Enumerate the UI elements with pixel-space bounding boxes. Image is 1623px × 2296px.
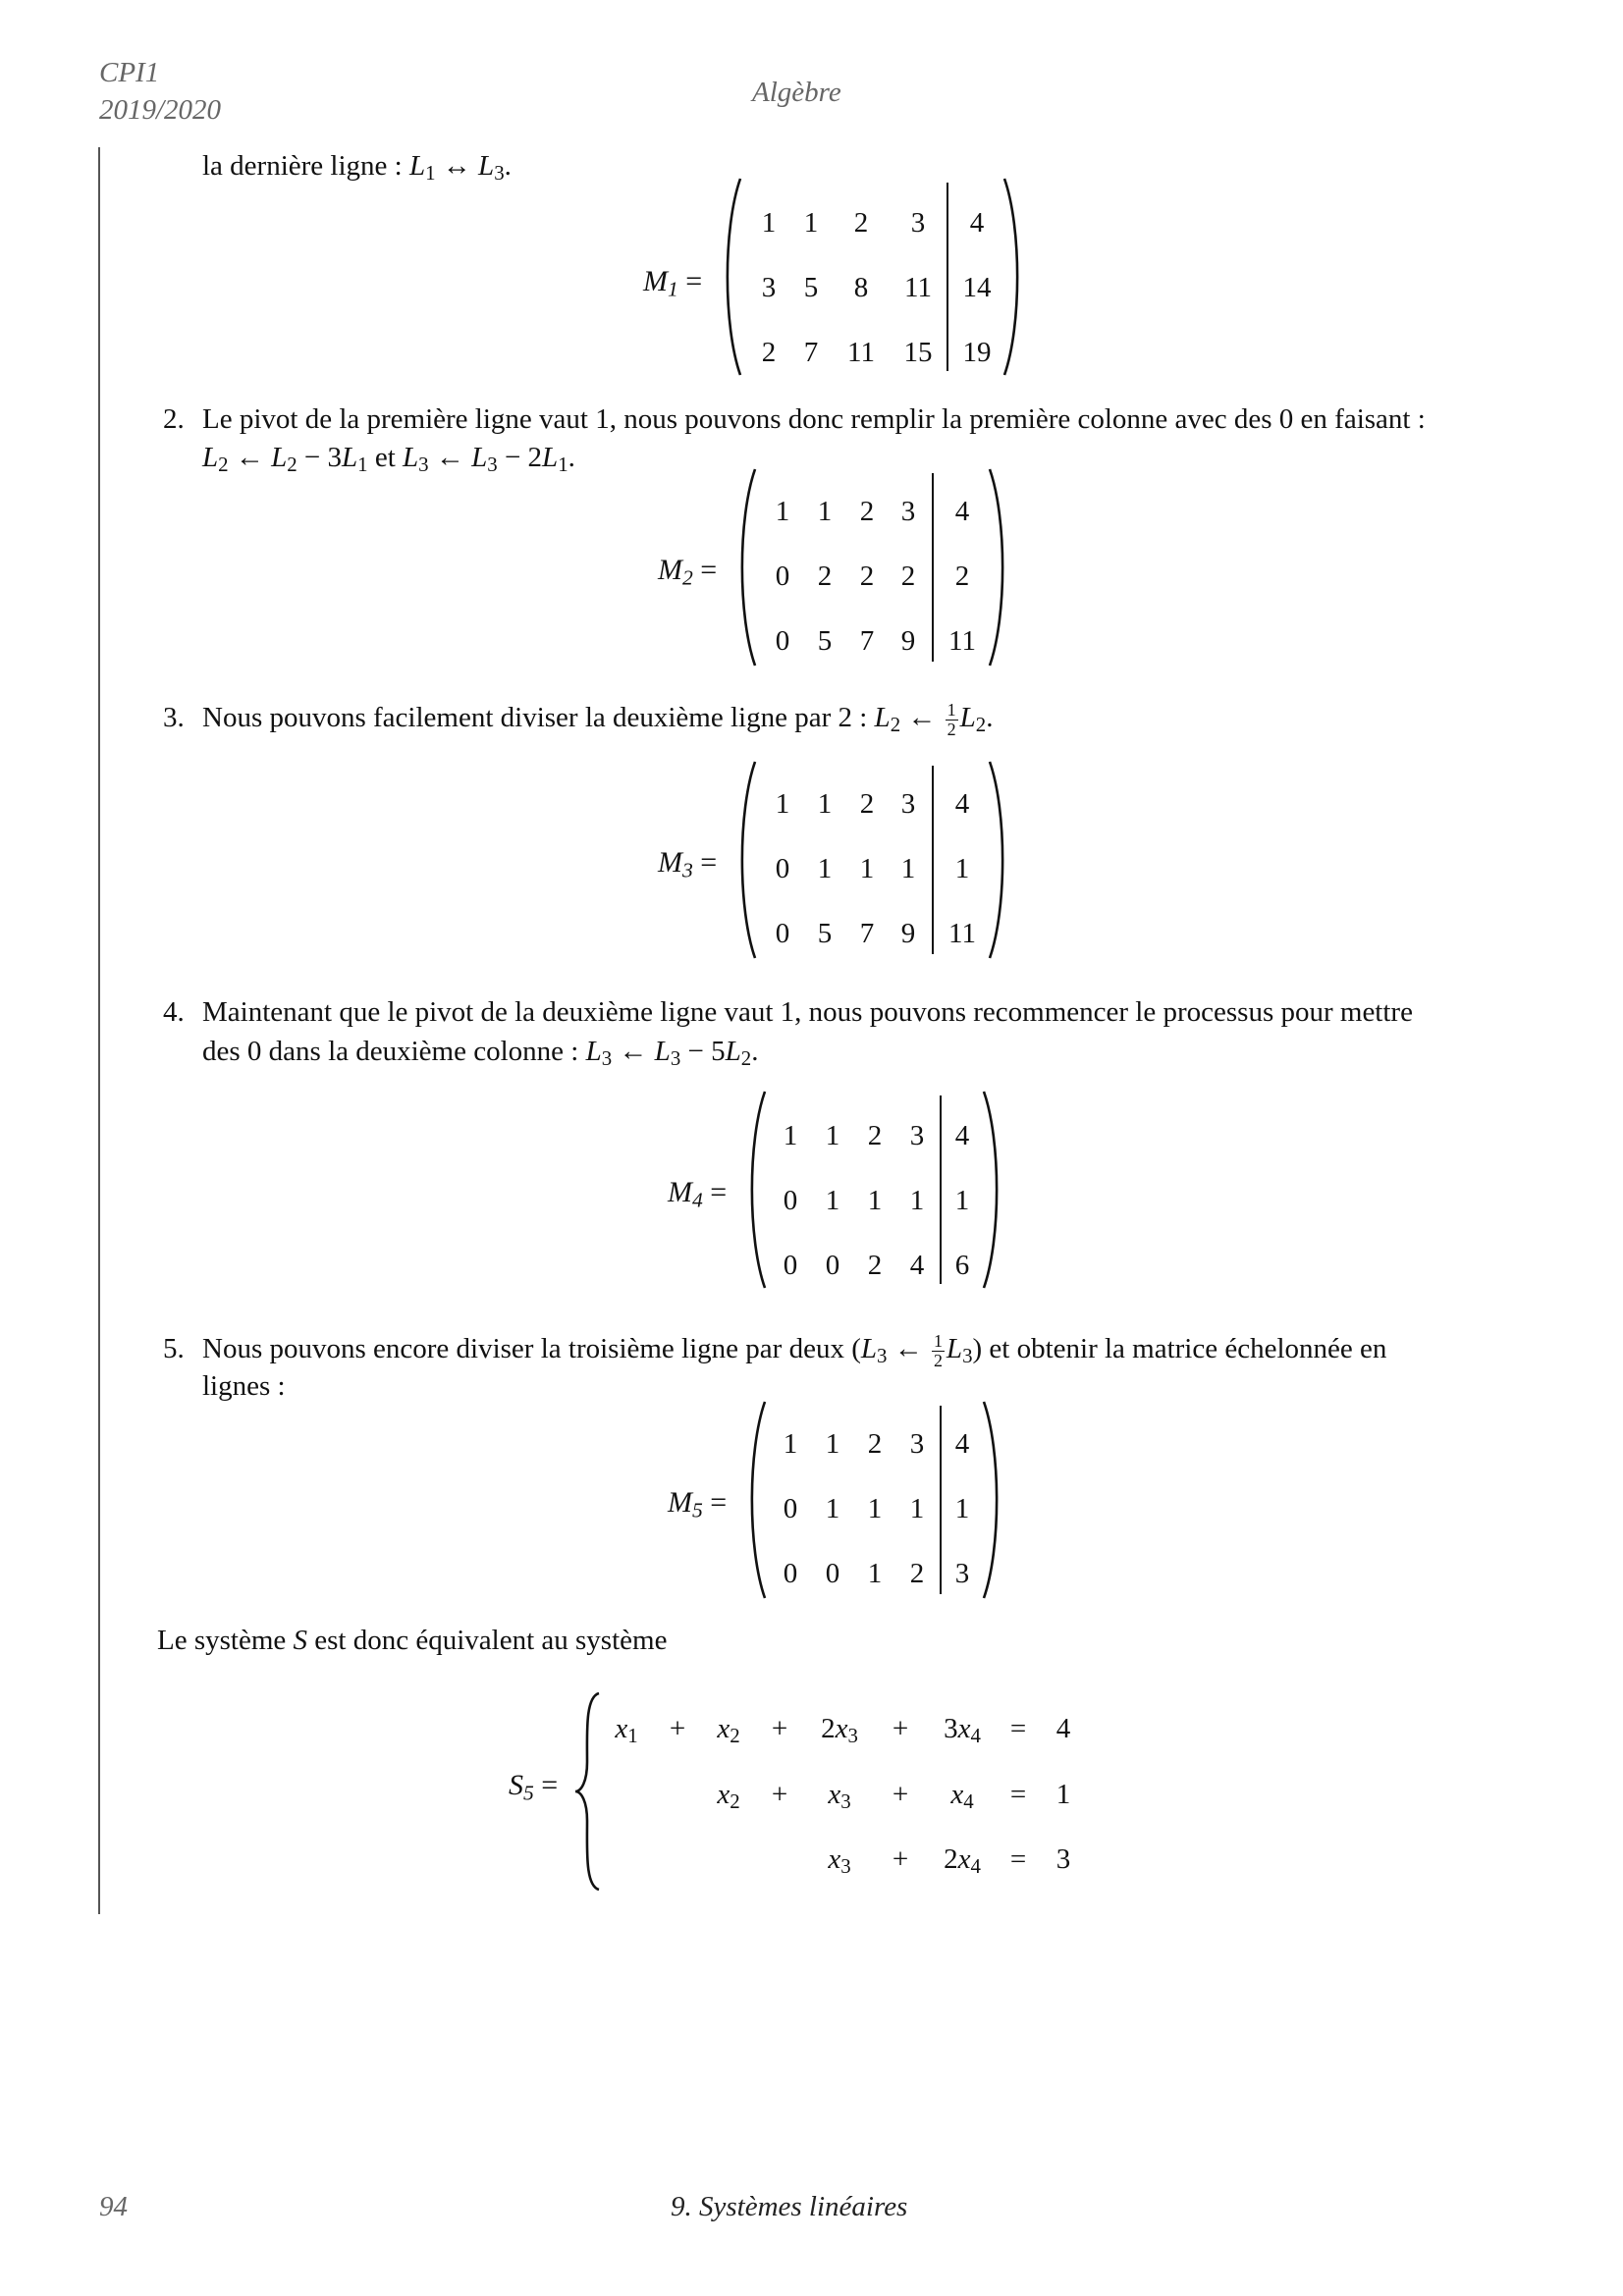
- matrix-3-cell: 11: [948, 918, 976, 949]
- matrix-3-left-paren: [742, 762, 755, 958]
- matrix-5-cell: 3: [954, 1558, 970, 1589]
- matrix-1-cell: 3: [910, 207, 926, 239]
- matrix-3-cell: 4: [954, 788, 970, 820]
- matrix-5-cell: 2: [867, 1428, 883, 1460]
- footer-chapter: 9. Systèmes linéaires: [671, 2191, 908, 2222]
- matrix-3-label: $M_3$ =: [658, 846, 718, 882]
- matrix-2-cell: 2: [859, 496, 875, 527]
- matrix-1-cell: 19: [962, 337, 992, 368]
- system-term: +: [771, 1779, 788, 1810]
- system-term: +: [771, 1713, 788, 1744]
- system-term: 1: [1055, 1779, 1071, 1810]
- matrix-3-cell: 5: [817, 918, 833, 949]
- system-term: $x_1$: [615, 1713, 638, 1748]
- matrix-5-right-paren: [984, 1402, 997, 1598]
- matrix-3-cell: 7: [859, 918, 875, 949]
- matrix-4-cell: 1: [825, 1120, 840, 1151]
- system-term: =: [1009, 1713, 1027, 1744]
- matrix-1-cell: 1: [761, 207, 777, 239]
- matrix-1-left-paren: [728, 179, 740, 375]
- matrix-5-cell: 1: [867, 1493, 883, 1524]
- matrix-5-cell: 1: [867, 1558, 883, 1589]
- system-term: 3: [1055, 1843, 1071, 1875]
- matrix-3-cell: 3: [900, 788, 916, 820]
- matrix-2-cell: 2: [859, 561, 875, 592]
- system-term: 4: [1055, 1713, 1071, 1744]
- system-term: $x_3$: [828, 1779, 851, 1814]
- system-term: $2x_4$: [944, 1843, 981, 1879]
- matrix-1-cell: 7: [803, 337, 819, 368]
- system-term: $x_2$: [717, 1713, 740, 1748]
- matrix-1-label: $M_1$ =: [643, 265, 703, 301]
- step-4-number: 4.: [163, 996, 185, 1028]
- matrix-5-label: $M_5$ =: [668, 1486, 728, 1522]
- matrix-2-cell: 2: [900, 561, 916, 592]
- matrix-3-cell: 1: [954, 853, 970, 884]
- matrix-2-left-paren: [742, 469, 755, 666]
- matrix-3-cell: 0: [775, 918, 790, 949]
- step-4-line2: des 0 dans la deuxième colonne : $L_3$ ← $L_3 - 5L_2$.: [202, 1036, 759, 1071]
- matrix-2-cell: 1: [817, 496, 833, 527]
- matrix-5-cell: 3: [909, 1428, 925, 1460]
- matrix-4-cell: 1: [783, 1120, 798, 1151]
- matrix-3-cell: 2: [859, 788, 875, 820]
- matrix-4-label: $M_4$ =: [668, 1176, 728, 1212]
- matrix-4-cell: 4: [954, 1120, 970, 1151]
- matrix-5-cell: 0: [783, 1493, 798, 1524]
- matrix-2-cell: 4: [954, 496, 970, 527]
- system-term: $3x_4$: [944, 1713, 981, 1748]
- header-year: 2019/2020: [99, 94, 222, 126]
- matrix-1-cell: 11: [904, 272, 932, 303]
- matrix-2-cell: 7: [859, 625, 875, 657]
- matrix-3-cell: 1: [817, 853, 833, 884]
- matrix-2-cell: 5: [817, 625, 833, 657]
- matrix-2-cell: 9: [900, 625, 916, 657]
- matrix-2-right-paren: [990, 469, 1002, 666]
- step-3-line1: Nous pouvons facilement diviser la deuxième ligne par 2 : $L_2$ ← $\frac{1}{2}$ $L_2$.: [202, 699, 994, 739]
- matrix-1-cell: 2: [853, 207, 869, 239]
- matrix-2-cell: 0: [775, 561, 790, 592]
- matrix-3-cell: 1: [859, 853, 875, 884]
- matrix-3-cell: 9: [900, 918, 916, 949]
- system-label: $S_5$ =: [509, 1769, 559, 1805]
- matrix-2-cell: 1: [775, 496, 790, 527]
- matrix-1-cell: 11: [847, 337, 875, 368]
- system-term: $x_2$: [717, 1779, 740, 1814]
- matrix-1-cell: 15: [903, 337, 933, 368]
- system-term: +: [892, 1779, 909, 1810]
- step-5-number: 5.: [163, 1333, 185, 1364]
- system-term: =: [1009, 1843, 1027, 1875]
- step-2-line2: $L_2$ ← $L_2 - 3L_1$ et $L_3$ ← $L_3 - 2L_1$.: [202, 442, 575, 477]
- matrix-4-right-paren: [984, 1092, 997, 1288]
- matrix-4-cell: 1: [825, 1185, 840, 1216]
- matrix-4-left-paren: [752, 1092, 765, 1288]
- system-term: +: [892, 1713, 909, 1744]
- matrix-1-right-paren: [1004, 179, 1017, 375]
- matrix-5-cell: 0: [783, 1558, 798, 1589]
- matrix-5-cell: 1: [825, 1428, 840, 1460]
- matrix-2-cell: 0: [775, 625, 790, 657]
- header-course: CPI1: [99, 57, 160, 88]
- matrix-3-cell: 0: [775, 853, 790, 884]
- intro-line: la dernière ligne : $L_1$ ↔ $L_3$.: [202, 150, 512, 186]
- matrix-4-cell: 6: [954, 1250, 970, 1281]
- matrix-5-left-paren: [752, 1402, 765, 1598]
- matrix-3-right-paren: [990, 762, 1002, 958]
- matrix-2-cell: 11: [948, 625, 976, 657]
- matrix-5-cell: 1: [954, 1493, 970, 1524]
- matrix-4-cell: 2: [867, 1120, 883, 1151]
- matrix-3-cell: 1: [817, 788, 833, 820]
- matrix-4-cell: 4: [909, 1250, 925, 1281]
- matrix-4-cell: 3: [909, 1120, 925, 1151]
- system-term: +: [669, 1713, 686, 1744]
- matrix-4-cell: 0: [825, 1250, 840, 1281]
- system-term: $x_3$: [828, 1843, 851, 1879]
- matrix-5-cell: 0: [825, 1558, 840, 1589]
- header-subject: Algèbre: [752, 77, 841, 108]
- matrix-3-cell: 1: [900, 853, 916, 884]
- matrix-5-cell: 1: [783, 1428, 798, 1460]
- matrix-2-cell: 2: [817, 561, 833, 592]
- matrix-4-cell: 0: [783, 1250, 798, 1281]
- system-brace: [575, 1693, 599, 1890]
- matrix-1-cell: 8: [853, 272, 869, 303]
- conclusion: Le système S est donc équivalent au système: [157, 1625, 668, 1656]
- footer-page-number: 94: [99, 2191, 128, 2222]
- system-term: $2x_3$: [821, 1713, 858, 1748]
- matrix-5-cell: 1: [825, 1493, 840, 1524]
- matrix-1-cell: 2: [761, 337, 777, 368]
- step-5-line2: lignes :: [202, 1370, 286, 1402]
- matrix-1-cell: 3: [761, 272, 777, 303]
- matrix-5-cell: 4: [954, 1428, 970, 1460]
- system-term: $x_4$: [950, 1779, 974, 1814]
- step-2-line1: Le pivot de la première ligne vaut 1, nous pouvons donc remplir la première colonne avec des 0 en faisant :: [202, 403, 1426, 435]
- matrix-2-label: $M_2$ =: [658, 554, 718, 590]
- matrix-2-cell: 3: [900, 496, 916, 527]
- step-5-line1: Nous pouvons encore diviser la troisième ligne par deux ($L_3$ ← $\frac{1}{2}$ $L_3$) et obtenir la matrice échelonnée en: [202, 1330, 1387, 1370]
- matrix-4-cell: 1: [909, 1185, 925, 1216]
- step-2-number: 2.: [163, 403, 185, 435]
- system-term: =: [1009, 1779, 1027, 1810]
- matrix-5-cell: 1: [909, 1493, 925, 1524]
- step-3-number: 3.: [163, 702, 185, 733]
- matrix-1-cell: 1: [803, 207, 819, 239]
- matrix-4-cell: 2: [867, 1250, 883, 1281]
- matrix-4-cell: 1: [954, 1185, 970, 1216]
- matrix-1-cell: 5: [803, 272, 819, 303]
- system-term: +: [892, 1843, 909, 1875]
- matrix-1-cell: 14: [962, 272, 992, 303]
- matrix-3-cell: 1: [775, 788, 790, 820]
- matrix-4-cell: 0: [783, 1185, 798, 1216]
- matrix-4-cell: 1: [867, 1185, 883, 1216]
- step-4-line1: Maintenant que le pivot de la deuxième ligne vaut 1, nous pouvons recommencer le processus pour mettre: [202, 996, 1413, 1028]
- matrix-5-cell: 2: [909, 1558, 925, 1589]
- matrix-1-cell: 4: [969, 207, 985, 239]
- matrix-2-cell: 2: [954, 561, 970, 592]
